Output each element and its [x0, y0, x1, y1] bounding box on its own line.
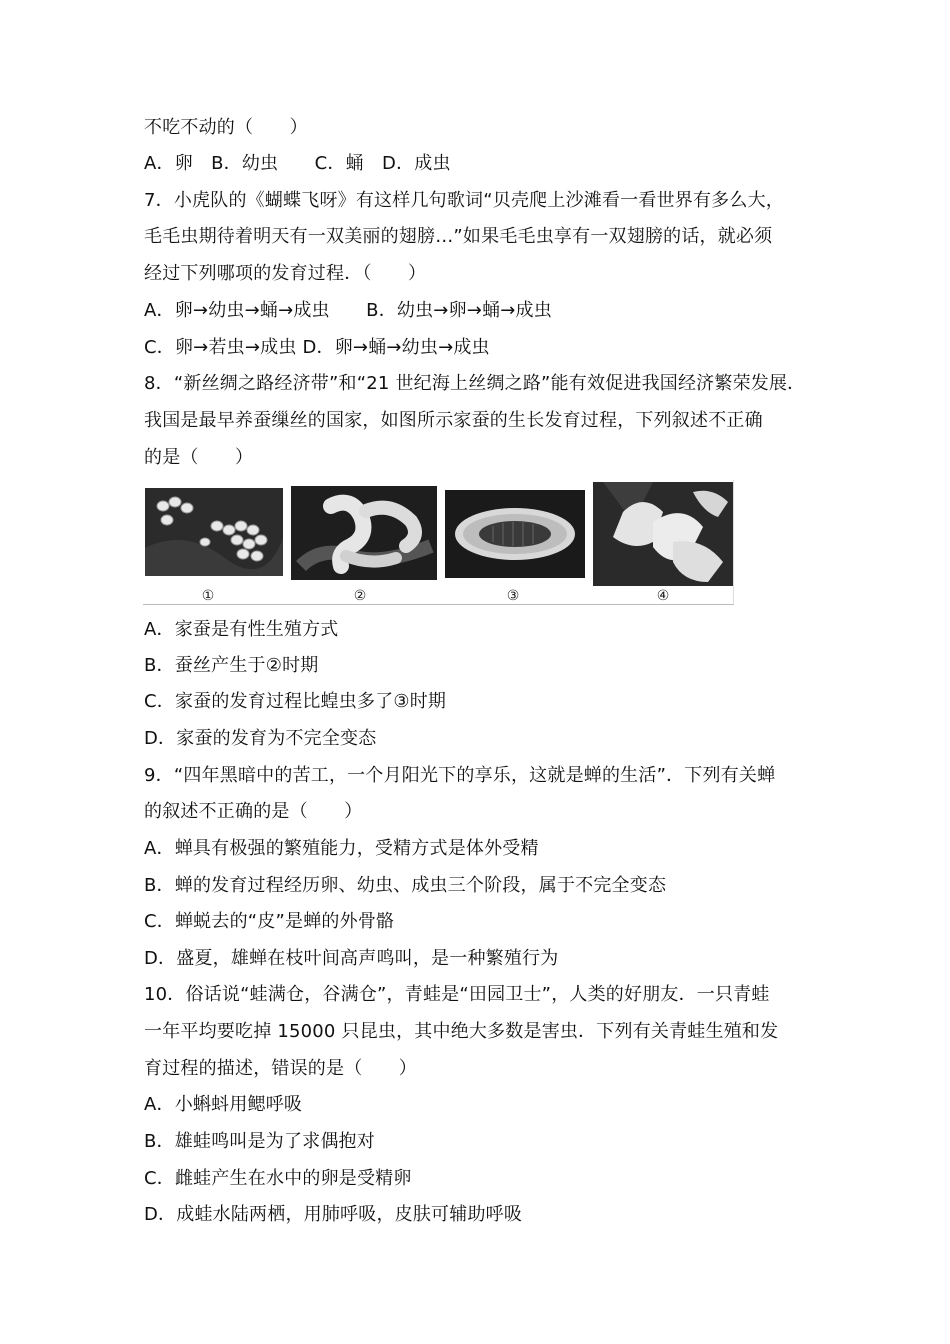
- larva-photo: [291, 486, 437, 580]
- text-line: 7．小虎队的《蝴蝶飞呀》有这样几句歌词“贝壳爬上沙滩看一看世界有多么大，: [144, 190, 784, 211]
- text-line: 的是（ ）: [144, 447, 254, 468]
- text-line: 毛毛虫期待着明天有一双美丽的翅膀…”如果毛毛虫享有一双翅膀的话，就必须: [144, 226, 773, 247]
- text-line: 8．“新丝绸之路经济带”和“21 世纪海上丝绸之路”能有效促进我国经济繁荣发展．: [144, 373, 806, 394]
- text-line: 一年平均要吃掉 15000 只昆虫，其中绝大多数是害虫．下列有关青蛙生殖和发: [144, 1021, 779, 1042]
- text-line: A．蝉具有极强的繁殖能力，受精方式是体外受精: [144, 838, 539, 859]
- pupa-photo: [445, 490, 585, 578]
- text-line: B．雄蛙鸣叫是为了求偶抱对: [144, 1131, 375, 1152]
- text-line: 不吃不动的（ ）: [144, 117, 308, 138]
- text-line: 的叙述不正确的是（ ）: [144, 801, 363, 822]
- text-line: C．雌蛙产生在水中的卵是受精卵: [144, 1168, 412, 1189]
- text-line: 育过程的描述，错误的是（ ）: [144, 1058, 417, 1079]
- text-line: 我国是最早养蚕缫丝的国家，如图所示家蚕的生长发育过程，下列叙述不正确: [144, 410, 763, 431]
- silkworm-lifecycle-figure: [143, 480, 734, 605]
- figure-label-3: ③: [506, 588, 520, 604]
- text-line: B．蝉的发育过程经历卵、幼虫、成虫三个阶段，属于不完全变态: [144, 875, 667, 896]
- figure-label-1: ①: [201, 588, 215, 604]
- text-line: 经过下列哪项的发育过程．（ ）: [144, 263, 427, 284]
- text-line: A．小蝌蚪用鳃呼吸: [144, 1094, 303, 1115]
- text-line: C．卵→若虫→成虫 D．卵→蛹→幼虫→成虫: [144, 337, 490, 358]
- text-line: C．家蚕的发育过程比蝗虫多了③时期: [144, 691, 447, 712]
- text-line: B．蚕丝产生于②时期: [144, 655, 319, 676]
- eggs-photo: [145, 488, 283, 576]
- text-line: D．家蚕的发育为不完全变态: [144, 728, 377, 749]
- text-line: D．盛夏，雄蝉在枝叶间高声鸣叫，是一种繁殖行为: [144, 948, 559, 969]
- text-line: A．卵 B．幼虫 C．蛹 D．成虫: [144, 153, 451, 174]
- text-line: C．蝉蜕去的“皮”是蝉的外骨骼: [144, 911, 395, 932]
- text-line: D．成蛙水陆两栖，用肺呼吸，皮肤可辅助呼吸: [144, 1204, 523, 1225]
- text-line: A．家蚕是有性生殖方式: [144, 619, 339, 640]
- figure-label-4: ④: [656, 588, 670, 604]
- adult-moth-photo: [593, 482, 733, 586]
- text-line: 9．“四年黑暗中的苦工，一个月阳光下的享乐，这就是蝉的生活”．下列有关蝉: [144, 765, 776, 786]
- text-line: A．卵→幼虫→蛹→成虫 B．幼虫→卵→蛹→成虫: [144, 300, 552, 321]
- text-line: 10．俗话说“蛙满仓，谷满仓”，青蛙是“田园卫士”，人类的好朋友．一只青蛙: [144, 984, 770, 1005]
- figure-label-2: ②: [353, 588, 367, 604]
